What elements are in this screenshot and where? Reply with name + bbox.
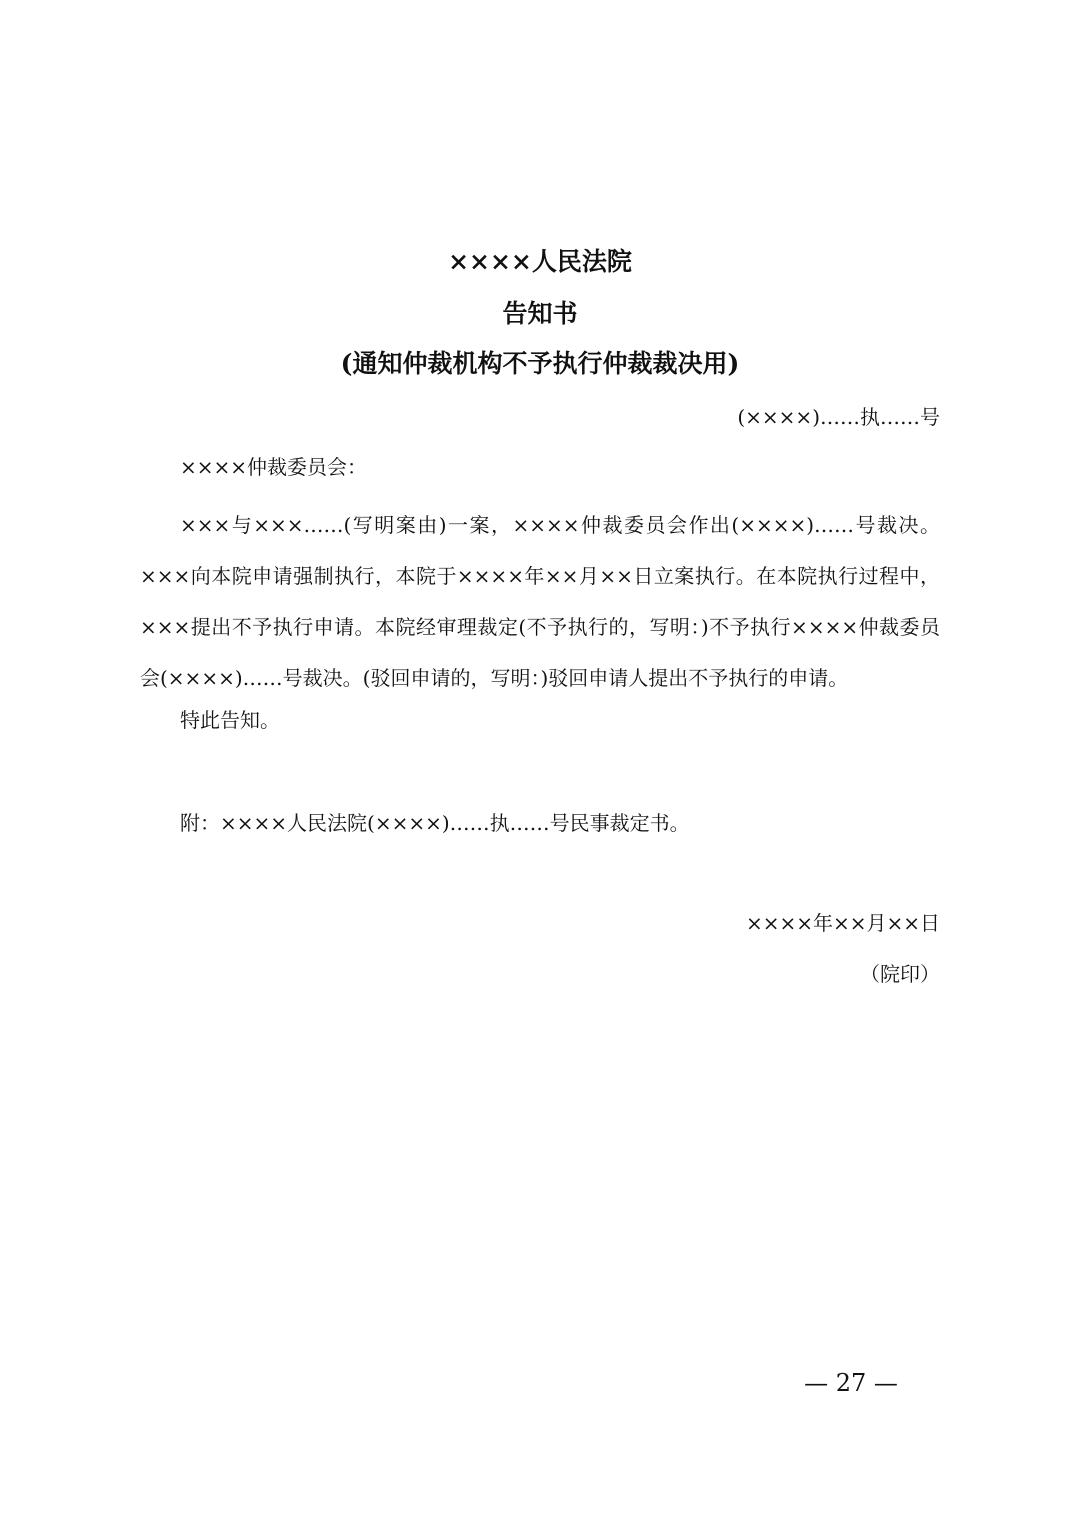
case-number: (××××)……执……号 bbox=[737, 405, 940, 429]
document-subtitle: (通知仲裁机构不予执行仲裁裁决用) bbox=[340, 349, 740, 378]
seal-note: （院印） bbox=[860, 962, 940, 986]
document-title: 告知书 bbox=[502, 299, 578, 328]
body-paragraph: ×××与×××……(写明案由)一案，××××仲裁委员会作出(××××)……号裁决。×××向本院申请强制执行，本院于××××年××月××日立案执行。在本院执行过程中，×××提出不予执行申请。本院经审理裁定(不予执行的，写明：)不予执行××××仲裁委员会(××××)……号裁决。(驳回申请的，写明：)驳回申请人提出不予执行的申请。 bbox=[140, 513, 940, 690]
court-name-title: ××××人民法院 bbox=[448, 247, 632, 276]
page-number: — 27 — bbox=[804, 1369, 898, 1397]
attachment-line: 附：××××人民法院(××××)……执……号民事裁定书。 bbox=[180, 811, 690, 835]
closing-line: 特此告知。 bbox=[180, 708, 280, 732]
signature-date: ××××年××月××日 bbox=[745, 911, 940, 935]
addressee-line: ××××仲裁委员会： bbox=[180, 455, 368, 479]
